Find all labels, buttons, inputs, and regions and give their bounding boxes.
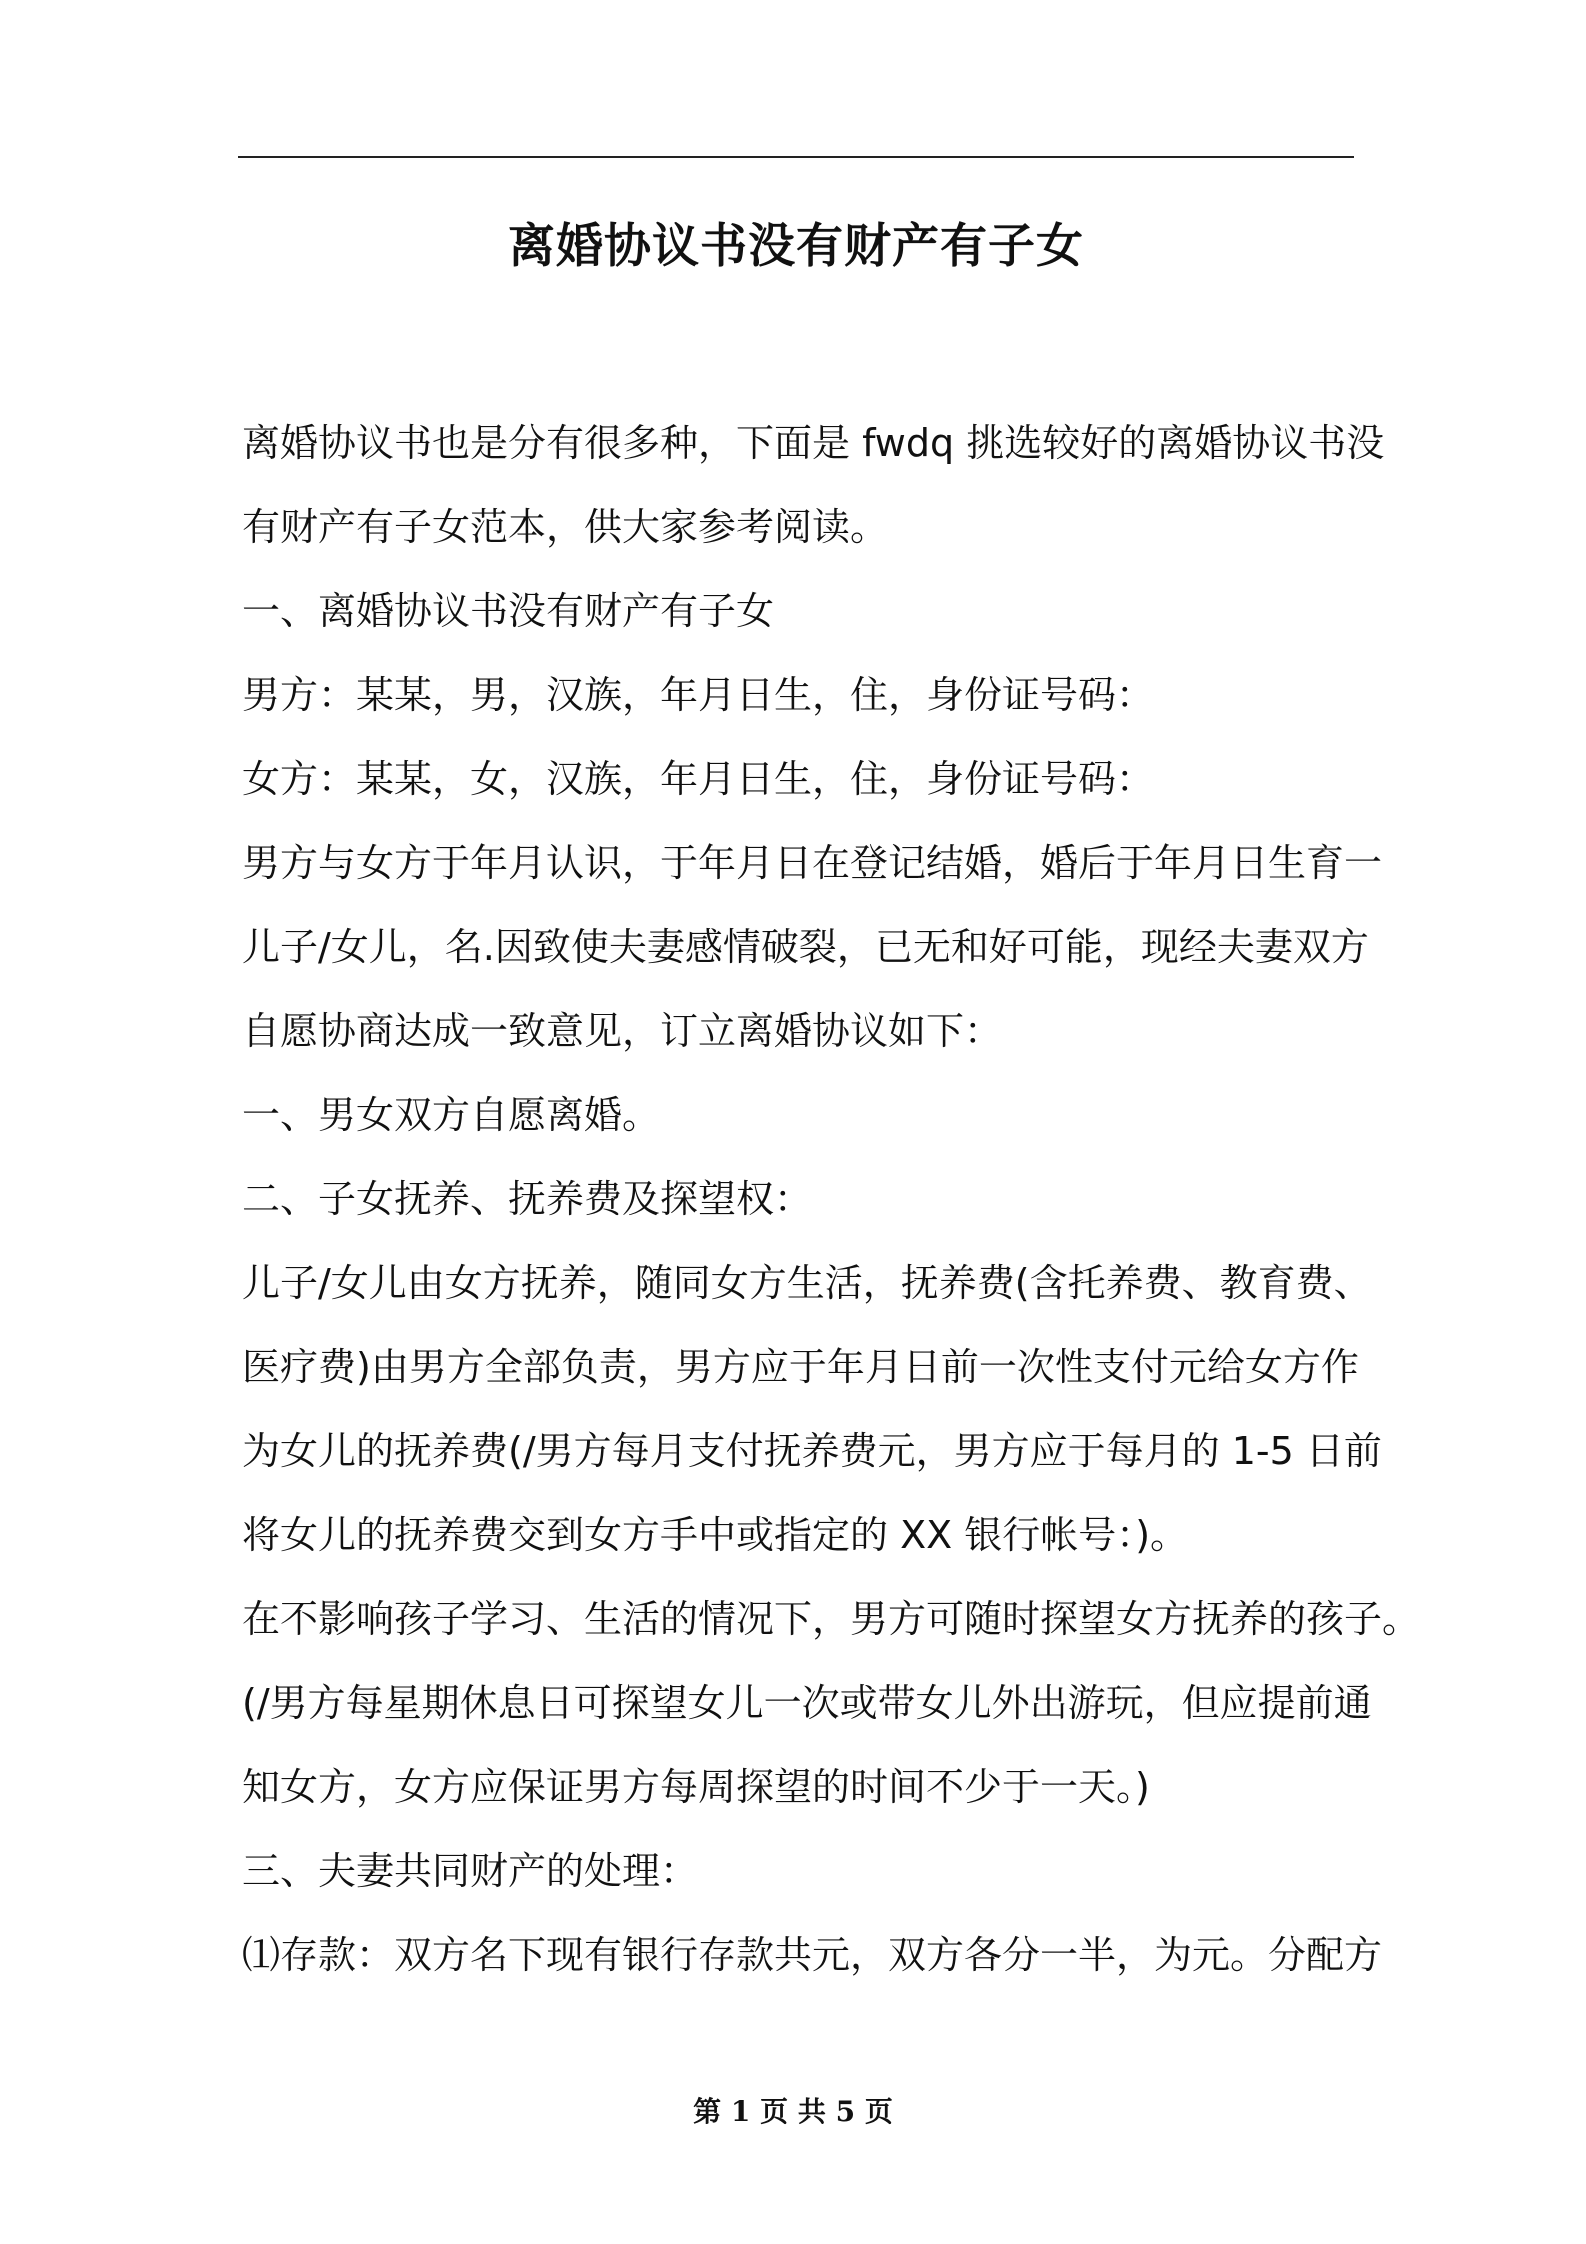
body-line: 在不影响孩子学习、生活的情况下，男方可随时探望女方抚养的孩子。 (242, 1597, 1421, 1641)
body-line: 自愿协商达成一致意见，订立离婚协议如下： (242, 1009, 1003, 1053)
body-line: 为女儿的抚养费(/男方每月支付抚养费元，男方应于每月的 1-5 日前 (242, 1429, 1382, 1473)
clause-heading: 二、子女抚养、抚养费及探望权： (242, 1177, 813, 1221)
page-number: 第 1 页 共 5 页 (693, 2095, 893, 2128)
body-line: 女方：某某，女，汉族，年月日生，住，身份证号码： (242, 757, 1155, 801)
body-line: 离婚协议书也是分有很多种，下面是 fwdq 挑选较好的离婚协议书没 (242, 421, 1385, 465)
body-line: 男方：某某，男，汉族，年月日生，住，身份证号码： (242, 673, 1155, 717)
body-line: 知女方，女方应保证男方每周探望的时间不少于一天。) (242, 1765, 1150, 1809)
body-line: ⑴存款：双方名下现有银行存款共元，双方各分一半，为元。分配方 (242, 1933, 1383, 1977)
body-line: 有财产有子女范本，供大家参考阅读。 (242, 505, 889, 549)
document-body (242, 401, 1421, 1997)
body-line: 医疗费)由男方全部负责，男方应于年月日前一次性支付元给女方作 (242, 1345, 1359, 1389)
body-line: 儿子/女儿由女方抚养，随同女方生活，抚养费(含托养费、教育费、 (242, 1261, 1372, 1305)
document-title: 离婚协议书没有财产有子女 (508, 219, 1084, 274)
section-heading: 一、离婚协议书没有财产有子女 (242, 589, 775, 633)
body-line: (/男方每星期休息日可探望女儿一次或带女儿外出游玩，但应提前通 (242, 1681, 1372, 1725)
clause-heading: 三、夫妻共同财产的处理： (242, 1849, 699, 1893)
header-divider (238, 156, 1354, 158)
body-line: 将女儿的抚养费交到女方手中或指定的 XX 银行帐号：)。 (242, 1513, 1189, 1557)
body-line: 男方与女方于年月认识，于年月日在登记结婚，婚后于年月日生育一 (242, 841, 1383, 885)
body-line: 儿子/女儿，名.因致使夫妻感情破裂，已无和好可能，现经夫妻双方 (242, 925, 1369, 969)
clause-heading: 一、男女双方自愿离婚。 (242, 1093, 661, 1137)
